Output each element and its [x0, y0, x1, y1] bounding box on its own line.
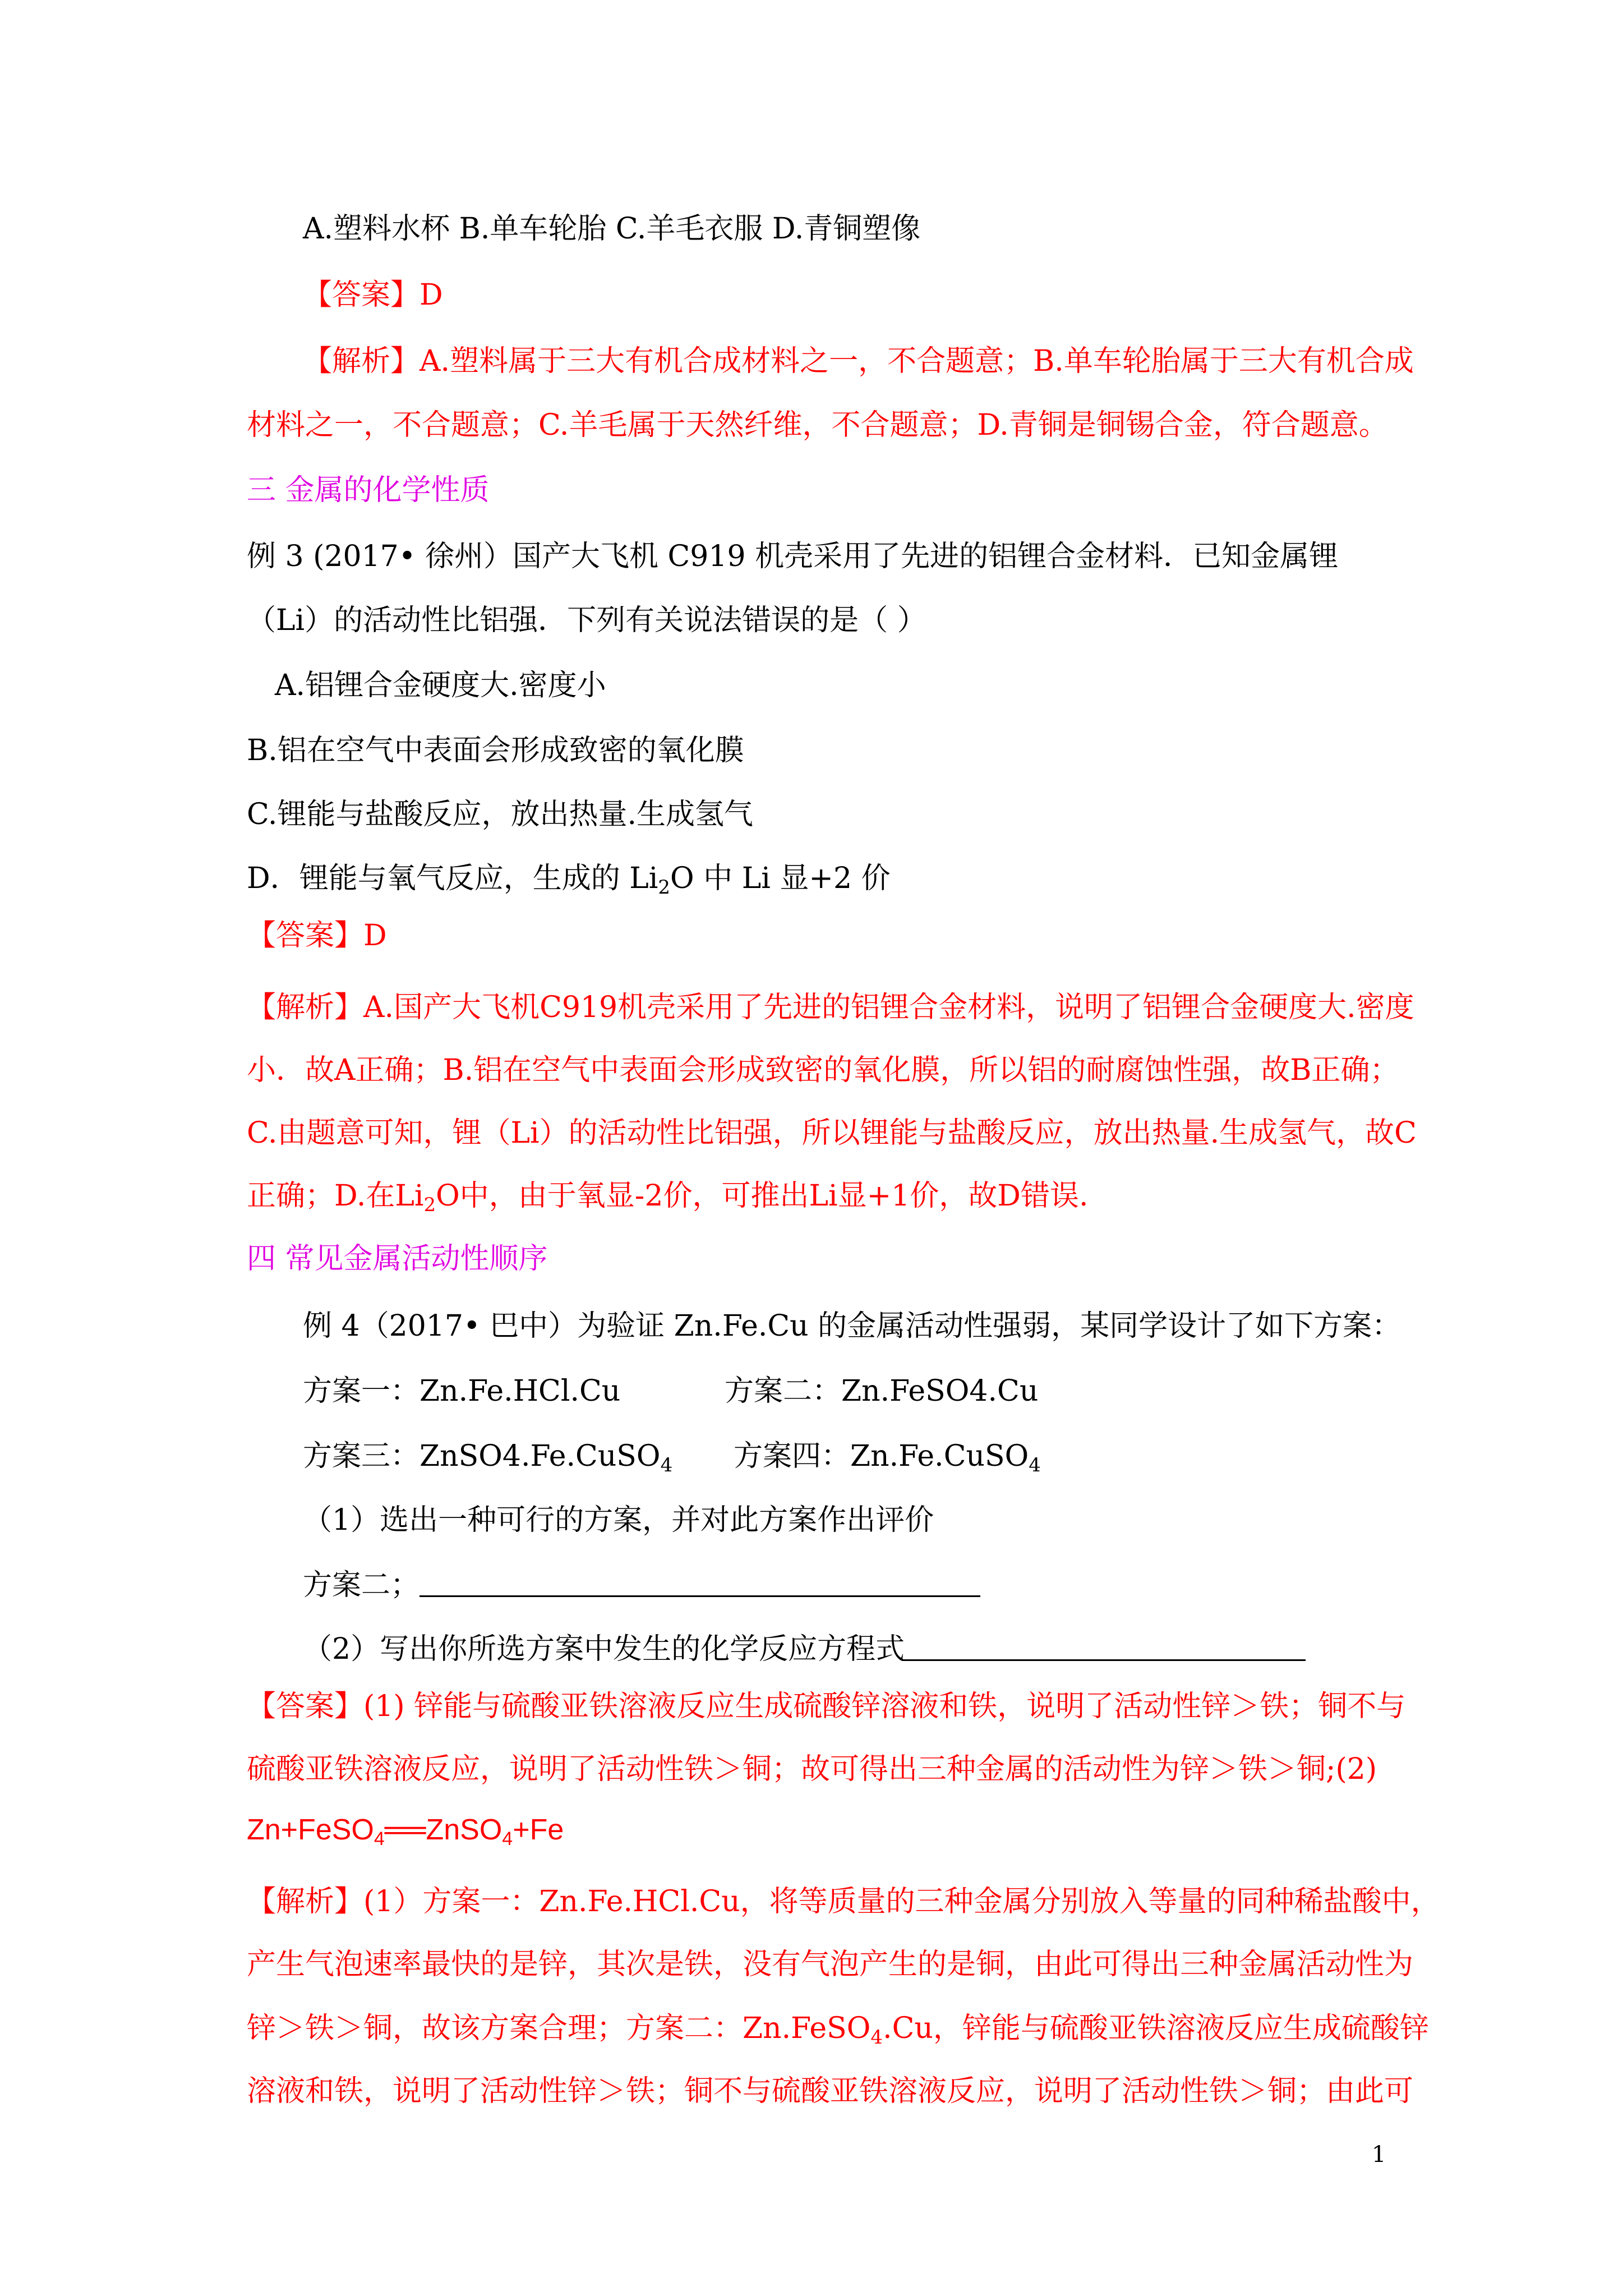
- question-3-line-1: 例 3 (2017• 徐州）国产大飞机 C919 机壳采用了先进的铝锂合金材料．已知金属锂: [247, 540, 1339, 573]
- answer-blank-1: [419, 1595, 980, 1597]
- plan-4: 方案四：Zn.Fe.CuSO$_4$: [734, 1439, 1041, 1476]
- plan-2: 方案二：Zn.FeSO4.Cu: [725, 1374, 1039, 1408]
- plan-1: 方案一：Zn.Fe.HCl.Cu: [303, 1374, 621, 1408]
- section-3-heading: 三 金属的化学性质: [247, 473, 490, 507]
- page-number: 1: [1372, 2142, 1386, 2168]
- explanation-2-line-2: 材料之一，不合题意；C.羊毛属于天然纤维，不合题意；D.青铜是铜锡合金，符合题意。: [247, 408, 1388, 442]
- answer-blank-2: [902, 1659, 1306, 1661]
- question-4-part-1: （1）选出一种可行的方案，并对此方案作出评价: [303, 1503, 934, 1537]
- explanation-4-line-3: 锌＞铁＞铜，故该方案合理；方案二：Zn.FeSO$_4$.Cu，锌能与硫酸亚铁溶液反应生成硫酸锌: [247, 2012, 1429, 2049]
- question-3-option-c: C.锂能与盐酸反应，放出热量.生成氢气: [247, 798, 753, 831]
- explanation-4-line-2: 产生气泡速率最快的是锌，其次是铁，没有气泡产生的是铜，由此可得出三种金属活动性为: [247, 1948, 1414, 1981]
- answer-2: 【答案】D: [303, 278, 443, 312]
- question-3-line-2: （Li）的活动性比铝强．下列有关说法错误的是（ ）: [247, 604, 926, 637]
- answer-3: 【答案】D: [247, 919, 387, 953]
- explanation-4-line-1: 【解析】(1）方案一：Zn.Fe.HCl.Cu，将等质量的三种金属分别放入等量的同种稀盐酸中，: [247, 1885, 1440, 1918]
- plan-3: 方案三：ZnSO4.Fe.CuSO$_4$: [303, 1439, 673, 1476]
- q2-options: A.塑料水杯 B.单车轮胎 C.羊毛衣服 D.青铜塑像: [303, 212, 921, 246]
- section-4-heading: 四 常见金属活动性顺序: [247, 1242, 548, 1276]
- answer-4-line-3: Zn+FeSO$_4$══ZnSO$_4$+Fe: [247, 1814, 564, 1849]
- answer-4-line-1: 【答案】(1) 锌能与硫酸亚铁溶液反应生成硫酸锌溶液和铁，说明了活动性锌＞铁；铜不与: [247, 1690, 1406, 1723]
- question-3-option-d: D．锂能与氧气反应，生成的 $Li_2O$ 中 Li 显+2 价: [247, 862, 891, 899]
- explanation-2-line-1: 【解析】A.塑料属于三大有机合成材料之一，不合题意；B.单车轮胎属于三大有机合成: [303, 344, 1414, 378]
- question-3-option-a: A.铝锂合金硬度大.密度小: [275, 669, 606, 702]
- question-4-line-1: 例 4（2017• 巴中）为验证 Zn.Fe.Cu 的金属活动性强弱，某同学设计了如下方案：: [303, 1309, 1401, 1343]
- explanation-3-line-2: 小．故A正确；B.铝在空气中表面会形成致密的氧化膜，所以铝的耐腐蚀性强，故B正确；: [247, 1053, 1399, 1087]
- explanation-3-line-3: C.由题意可知，锂（Li）的活动性比铝强，所以锂能与盐酸反应，放出热量.生成氢气，故C: [247, 1116, 1417, 1150]
- question-3-option-b: B.铝在空气中表面会形成致密的氧化膜: [247, 734, 744, 767]
- explanation-3-line-1: 【解析】A.国产大飞机C919机壳采用了先进的铝锂合金材料，说明了铝锂合金硬度大.密度: [247, 991, 1414, 1024]
- explanation-3-line-4: 正确；D.在$Li_2O$中，由于氧显-2价，可推出Li显+1价，故D错误.: [247, 1179, 1089, 1216]
- explanation-4-line-4: 溶液和铁，说明了活动性锌＞铁；铜不与硫酸亚铁溶液反应，说明了活动性铁＞铜；由此可: [247, 2074, 1414, 2108]
- question-4-plan-2-answer-label: 方案二；: [303, 1568, 420, 1602]
- answer-4-line-2: 硫酸亚铁溶液反应，说明了活动性铁＞铜；故可得出三种金属的活动性为锌＞铁＞铜;(2): [247, 1752, 1377, 1786]
- question-4-part-2: （2）写出你所选方案中发生的化学反应方程式: [303, 1632, 905, 1666]
